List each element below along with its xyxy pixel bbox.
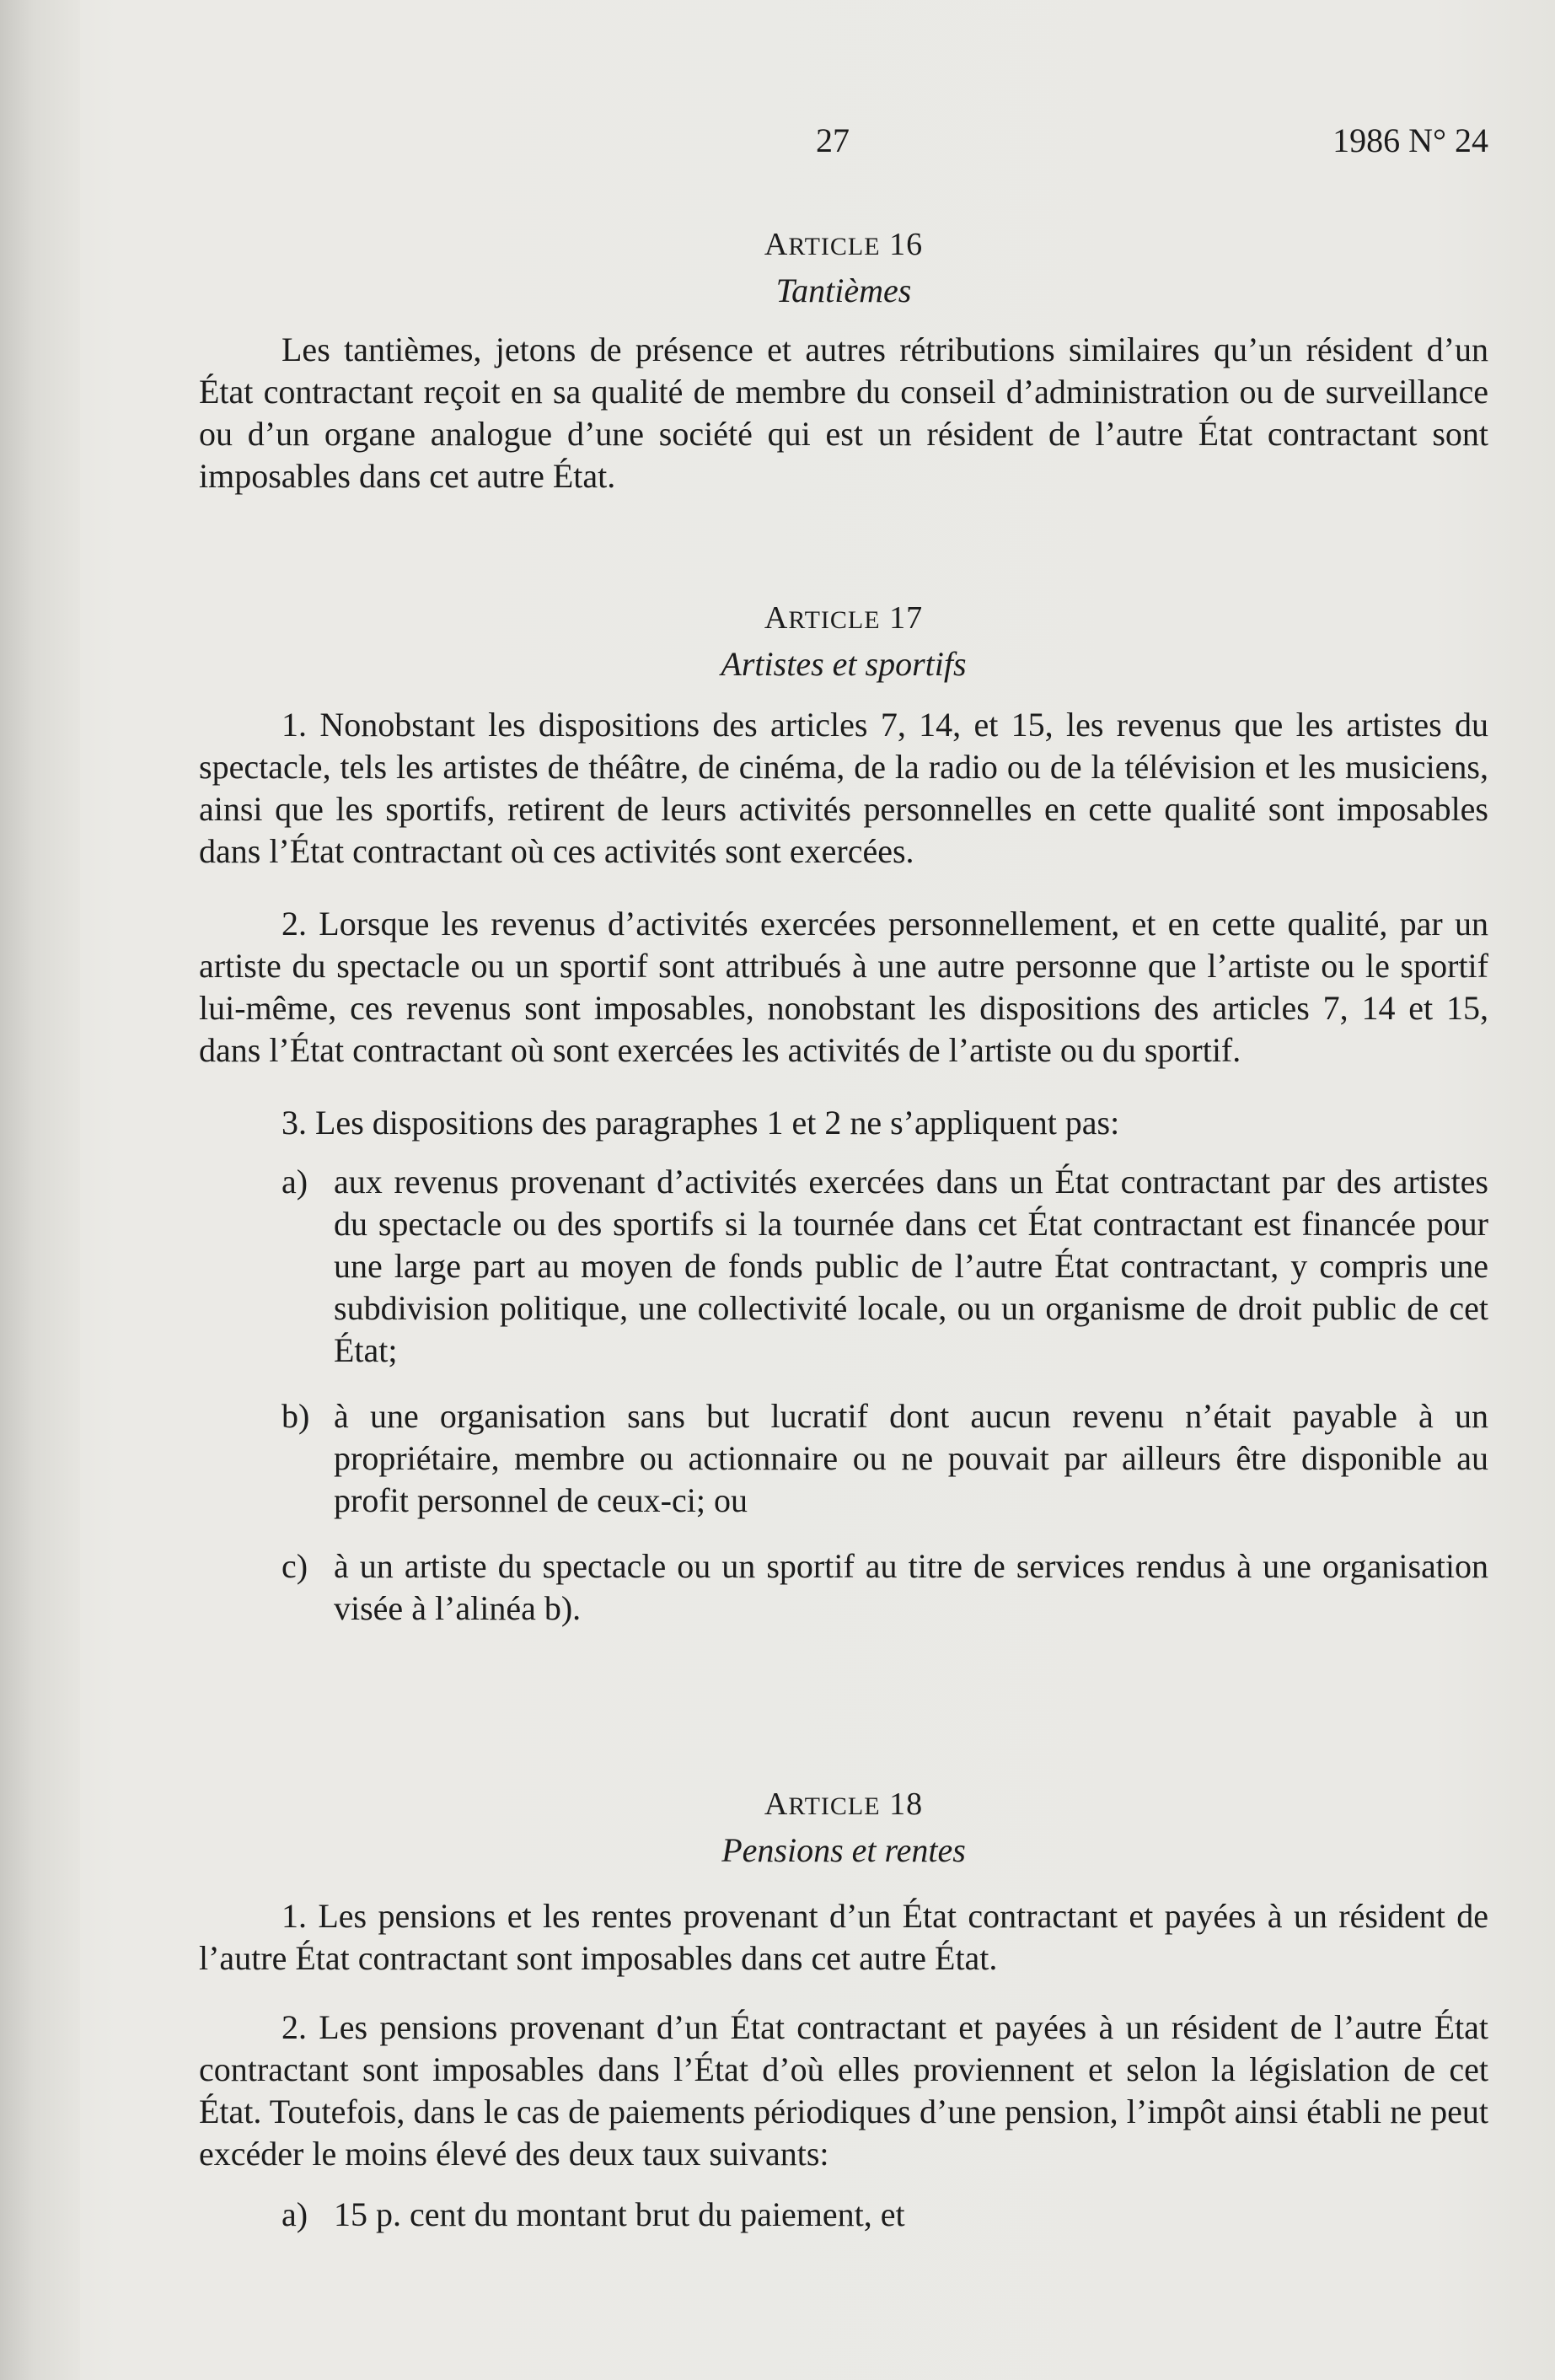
heading-number: 17 <box>889 600 924 636</box>
article-18 <box>199 1783 1488 2236</box>
item-text: à un artiste du spectacle ou un sportif au titre de services rendus à une organisation visée à l’alinéa b). <box>334 1547 1488 1627</box>
paragraph: 1. Nonobstant les dispositions des articles 7, 14, et 15, les revenus que les artistes du spectacle, tels les artistes de théâtre, de cinéma, de la radio ou de la télévision et les musiciens, ainsi que les sportifs, retirent de leurs activités personnelles en cette qualité sont imposables dans l’État contractant où ces activités sont exercées. <box>199 706 1488 870</box>
item-label: b) <box>282 1397 310 1435</box>
item-label: a) <box>282 1163 308 1201</box>
article-subtitle: Artistes et sportifs <box>721 645 967 683</box>
paragraph: 1. Les pensions et les rentes provenant d’un État contractant et payées à un résident de l’autre État contractant sont imposables dans cet autre État. <box>199 1897 1488 1977</box>
page-header <box>199 120 1488 162</box>
heading-initial: A <box>764 227 789 262</box>
list-item <box>199 1161 1488 1372</box>
heading-smallcaps: RTICLE <box>788 606 881 634</box>
item-text: aux revenus provenant d’activités exercées dans un État contractant par des artistes du spectacle ou des sportifs si la tournée dans cet État contractant est financée pour une large part au moyen de fonds public de l’autre État contractant, y compris une subdivision politique, une collectivité locale, ou un organisme de droit public de cet État; <box>334 1163 1488 1369</box>
paragraph: 2. Lorsque les revenus d’activités exercées personnellement, et en cette qualité, par un artiste du spectacle ou un sportif sont attribués à une autre personne que l’artiste ou le sportif lui-même, ces revenus sont imposables, nonobstant les dispositions des articles 7, 14 et 15, dans l’État contractant où sont exercées les activités de l’artiste ou du sportif. <box>199 905 1488 1069</box>
article-17 <box>199 597 1488 1630</box>
heading-smallcaps: RTICLE <box>788 1792 881 1820</box>
heading-number: 18 <box>889 1786 924 1822</box>
page-binding-shadow <box>0 0 80 2380</box>
article-subtitle: Tantièmes <box>775 271 912 309</box>
article-heading <box>199 597 1488 642</box>
heading-number: 16 <box>889 227 924 262</box>
list-item <box>199 1395 1488 1522</box>
paragraph: 2. Les pensions provenant d’un État contractant et payées à un résident de l’autre État contractant sont imposables dans l’État d’où elles proviennent et selon la législation de cet État. Toutefois, dans le cas de paiements périodiques d’une pension, l’impôt ainsi établi ne peut excéder le moins élevé des deux taux suivants: <box>199 2008 1488 2173</box>
item-label: c) <box>282 1547 308 1585</box>
item-list <box>199 1161 1488 1630</box>
year-number: 1986 N° 24 <box>1332 121 1488 159</box>
item-text: 15 p. cent du montant brut du paiement, et <box>334 2195 905 2233</box>
heading-smallcaps: RTICLE <box>788 233 881 261</box>
article-heading <box>199 223 1488 268</box>
article-heading <box>199 1783 1488 1828</box>
heading-initial: A <box>764 1786 789 1822</box>
heading-initial: A <box>764 600 789 636</box>
item-list <box>199 2194 1488 2236</box>
paragraph: 3. Les dispositions des paragraphes 1 et 2 ne s’appliquent pas: <box>282 1104 1120 1142</box>
item-text: à une organisation sans but lucratif dont aucun revenu n’était payable à un propriétaire, membre ou actionnaire ou ne pouvait par ailleurs être disponible au profit personnel de ceux-ci; ou <box>334 1397 1488 1519</box>
page-number: 27 <box>816 121 850 159</box>
article-subtitle: Pensions et rentes <box>721 1831 966 1869</box>
list-item <box>199 2194 1488 2236</box>
item-label: a) <box>282 2195 308 2233</box>
list-item <box>199 1545 1488 1630</box>
article-16 <box>199 223 1488 497</box>
paragraph: Les tantièmes, jetons de présence et autres rétributions similaires qu’un résident d’un État contractant reçoit en sa qualité de membre du conseil d’administration ou de surveillance ou d’un organe analogue d’une société qui est un résident de l’autre État contractant sont imposables dans cet autre État. <box>199 330 1488 495</box>
